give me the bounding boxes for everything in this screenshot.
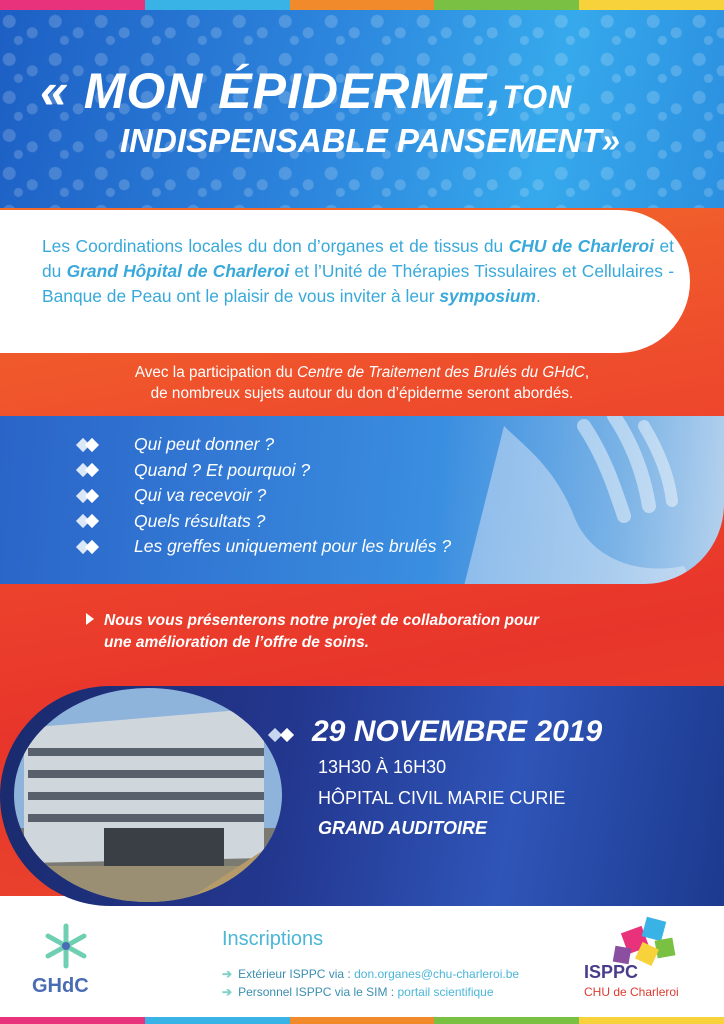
diamond-bullet-icon	[78, 515, 100, 527]
participation-text	[62, 362, 662, 405]
title-small: TON	[502, 79, 573, 115]
presentation-text	[86, 610, 666, 653]
chu-logo-text: CHU de Charleroi	[584, 985, 679, 999]
question-text: Quels résultats ?	[134, 510, 266, 531]
registration-label: Personnel ISPPC via le SIM :	[238, 985, 398, 999]
list-item	[78, 432, 598, 458]
list-item	[78, 509, 598, 535]
participation-line2: de nombreux sujets autour du don d’épiderme seront abordés.	[150, 385, 574, 403]
participation-part1: Avec la participation du	[134, 364, 297, 381]
page-title-line1	[40, 62, 700, 120]
intro-part4: .	[536, 286, 541, 307]
hospital-building-image	[14, 688, 282, 902]
intro-part2: et du	[42, 236, 675, 282]
intro-ghdc: Grand Hôpital de Charleroi	[66, 261, 290, 282]
event-date: 29 NOVEMBRE 2019	[312, 715, 603, 748]
top-color-strip	[0, 0, 724, 10]
inscriptions-heading: Inscriptions	[222, 928, 324, 950]
intro-part1: Les Coordinations locales du don d’organes et de tissus du	[42, 236, 509, 256]
list-item	[78, 458, 598, 484]
page-title-line2: INDISPENSABLE PANSEMENT»	[120, 122, 620, 159]
participation-part2: ,	[584, 364, 590, 381]
title-main: « MON ÉPIDERME,	[40, 63, 503, 119]
registration-label: Extérieur ISPPC via :	[238, 967, 355, 981]
isppc-logo-text: ISPPC	[584, 962, 639, 982]
question-text: Qui peut donner ?	[134, 434, 275, 455]
registration-line-staff	[222, 985, 494, 999]
presentation-line2: une amélioration de l’offre de soins.	[104, 633, 369, 651]
diamond-bullet-icon	[78, 439, 100, 451]
intro-symposium: symposium	[439, 286, 536, 307]
diamond-bullet-icon	[268, 728, 298, 742]
intro-part3: et l’Unité de Thérapies Tissulaires et Cellulaires - Banque de Peau ont le plaisir de vous inviter à leur	[42, 261, 674, 307]
intro-chu: CHU de Charleroi	[508, 236, 655, 256]
question-text: Qui va recevoir ?	[134, 485, 267, 506]
arrow-right-icon: ➔	[222, 985, 233, 999]
question-text: Quand ? Et pourquoi ?	[134, 459, 311, 480]
ghdc-logo-text: GHdC	[32, 975, 89, 997]
registration-line-external	[222, 967, 519, 981]
event-place: HÔPITAL CIVIL MARIE CURIE	[318, 788, 566, 808]
list-item	[78, 483, 598, 509]
presentation-line1: Nous vous présenterons notre projet de collaboration pour	[104, 612, 539, 629]
list-item	[78, 534, 598, 560]
arrow-right-icon: ➔	[222, 967, 233, 981]
event-room: GRAND AUDITOIRE	[318, 818, 488, 838]
diamond-bullet-icon	[78, 464, 100, 476]
question-text: Les greffes uniquement pour les brulés ?	[134, 536, 452, 557]
diamond-bullet-icon	[78, 541, 100, 553]
event-time: 13H30 À 16H30	[318, 757, 447, 777]
diamond-bullet-icon	[78, 490, 100, 502]
questions-list	[78, 432, 598, 560]
portal-link[interactable]: portail scientifique	[397, 985, 494, 999]
bottom-color-strip	[0, 1017, 724, 1024]
participation-centre: Centre de Traitement des Brulés du GHdC	[296, 364, 585, 381]
registration-email-link[interactable]: don.organes@chu-charleroi.be	[354, 967, 520, 981]
intro-text	[42, 234, 674, 310]
